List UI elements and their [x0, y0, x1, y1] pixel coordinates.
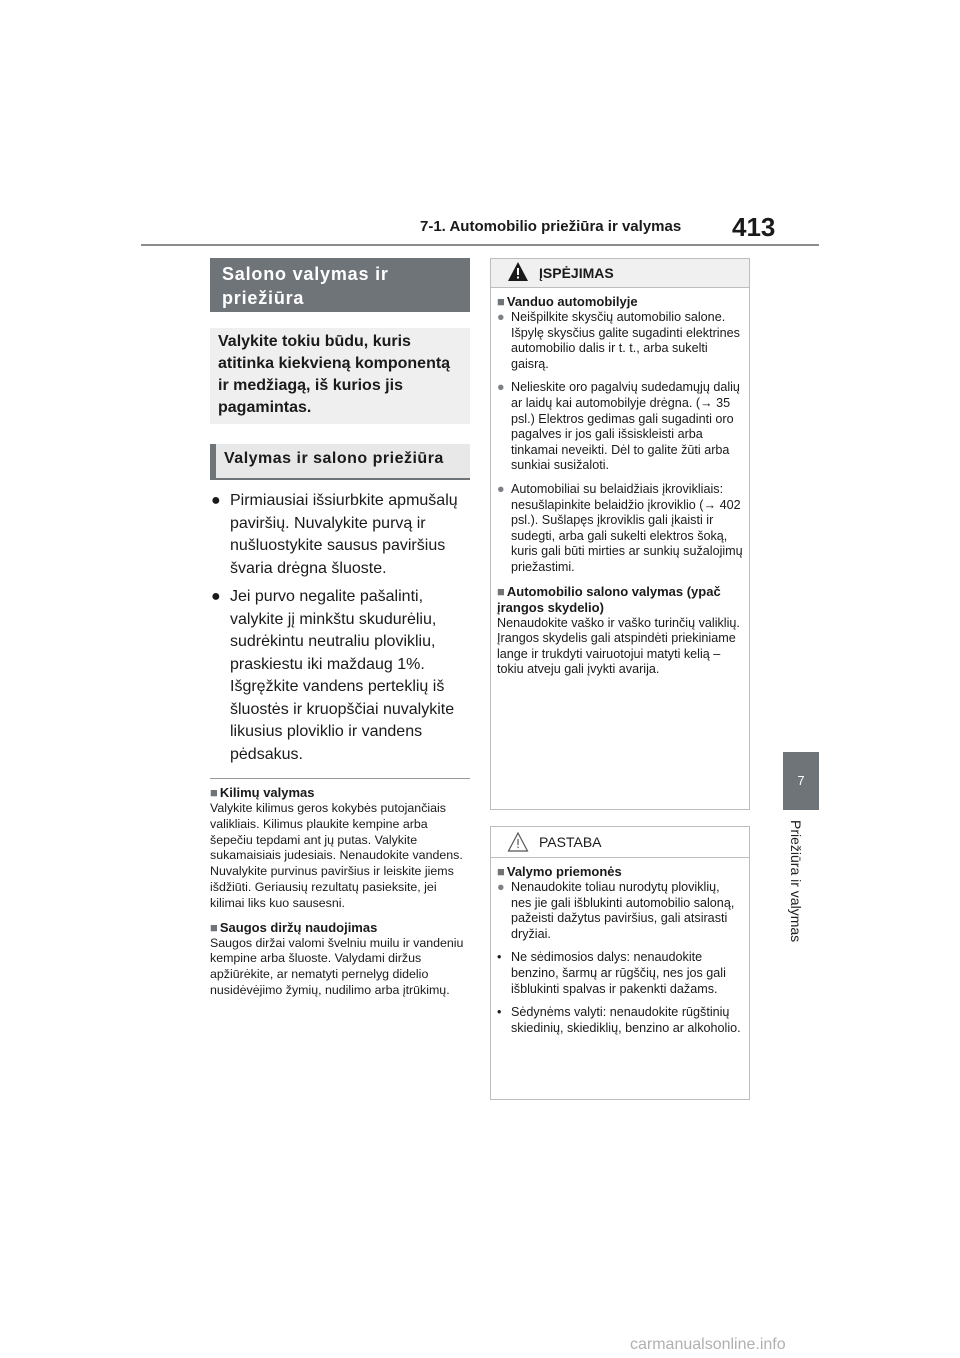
watermark: carmanualsonline.info: [630, 1336, 786, 1353]
subsection-title: Kilimų valymas: [219, 785, 315, 800]
small-bullet-icon: •: [497, 1005, 502, 1020]
section-title-main: Salono valymas ir priežiūra: [210, 258, 470, 312]
warning-title: ĮSPĖJIMAS: [539, 265, 614, 281]
subsection-body: Saugos diržai valomi švelniu muilu ir vandeniu kempine arba šluoste. Valydami diržus apžiūrėkite, ar nematyti pernelyg didelio nusidėvėjimo žymių, nudilimo arba įtrūkimų.: [210, 935, 464, 997]
header-rule: [141, 244, 819, 246]
square-icon: ■: [497, 294, 505, 309]
left-column: [210, 258, 470, 1007]
page-number: 413: [732, 212, 776, 242]
note-title: PASTABA: [539, 834, 602, 850]
divider: [210, 778, 470, 779]
subsection-seatbelts: [210, 920, 470, 999]
note-subtitle: ■ Valymo priemonės: [497, 864, 622, 879]
subsection-carpets: [210, 785, 470, 912]
warning-text: Nenaudokite vaško ir vaško turinčių valiklių. Įrangos skydelis gali atspindėti priekiniame lange ir trukdyti vairuotojui matyti kelią – tokiu atveju gali įvykti avarija.: [497, 615, 740, 677]
warning-item: ● Neišpilkite skysčių automobilio salone. Išpylę skysčius galite sugadinti elektrines automobilio dalis ir t. t., arba sukelti gaisrą.: [497, 310, 740, 371]
bullet-icon: ●: [497, 481, 505, 496]
square-icon: ■: [497, 864, 505, 879]
bullet-item: [210, 586, 470, 766]
square-icon: ■: [210, 919, 218, 935]
note-box: [490, 826, 750, 1100]
warning-box: [490, 258, 750, 810]
note-item: • Ne sėdimosios dalys: nenaudokite benzino, šarmų ar rūgščių, nes jos gali išblukinti spalvas ir pakenkti dažams.: [497, 950, 726, 996]
section-title-cleaning: Valymas ir salono priežiūra: [210, 444, 470, 480]
chapter-header: 7-1. Automobilio priežiūra ir valymas: [420, 218, 682, 235]
bullet-icon: ●: [497, 380, 505, 395]
note-item: • Sėdynėms valyti: nenaudokite rūgštinių skiedinių, skiediklių, benzino ar alkoholio.: [497, 1005, 741, 1035]
caution-icon: [507, 831, 529, 853]
bullet-text: Pirmiausiai išsiurbkite apmušalų paviršių. Nuvalykite purvą ir nušluostykite sausus paviršius švaria drėgna šluoste.: [230, 492, 458, 577]
warning-subtitle: ■ Automobilio salono valymas (ypač įrangos skydelio): [497, 583, 721, 615]
bullet-icon: ●: [497, 880, 505, 894]
chapter-tab-label: Priežiūra ir valymas: [788, 820, 804, 943]
warning-icon: [507, 261, 529, 283]
bullet-list: [210, 490, 470, 766]
subsection-body: Valykite kilimus geros kokybės putojančiais valikliais. Kilimus plaukite kempine arba šepečiu tepdami ant jų putas. Valykite sukamaisiais judesiais. Nenaudokite vandens. Nuvalykite purvinus paviršius ir leiskite jiems išdžiūti. Geriausių rezultatų pasieksite, jei kilimai liks kuo sausesni.: [210, 801, 463, 910]
bullet-icon: ●: [497, 310, 505, 324]
warning-item: ● Automobiliai su belaidžiais įkrovikliais: nesušlapinkite belaidžio įkroviklio (→ 402 psl.). Sušlapęs įkroviklis gali įkaisti ir sudegti, arba gali sukelti elektros šoką, kuris gali būti mirties ar sunkių sužalojimų priežastimi.: [497, 481, 743, 574]
note-item: ● Nenaudokite toliau nurodytų ploviklių, nes jie gali išblukinti automobilio saloną, pažeisti dažytus paviršius, gali atsirasti dryžiai.: [497, 880, 735, 941]
bullet-icon: ●: [211, 588, 221, 605]
small-bullet-icon: •: [497, 950, 502, 965]
square-icon: ■: [210, 785, 218, 800]
intro-box: Valykite tokiu būdu, kuris atitinka kiekvieną komponentą ir medžiagą, iš kurios jis pagamintas.: [210, 328, 470, 424]
bullet-text: Jei purvo negalite pašalinti, valykite jį minkštu skudurėliu, sudrėkintu neutraliu plovikliu, praskiestu iki maždaug 1%. Išgręžkite vandens perteklių iš šluostės ir kruopščiai nuvalykite likusius ploviklio ir vandens pėdsakus.: [230, 588, 455, 763]
subsection-title: Saugos diržų naudojimas: [219, 919, 378, 935]
warning-header: [491, 259, 749, 288]
warning-item: ● Nelieskite oro pagalvių sudedamųjų dalių ar laidų kai automobilyje drėgna. (→ 35 psl.) Elektros gedimas gali sugadinti oro pagalves ir jos gali išsiskleisti arba tinkamai neveikti. Dėl to galite žūti arba sunkiai susižaloti.: [497, 380, 740, 473]
square-icon: ■: [497, 583, 505, 599]
chapter-tab: 7: [783, 752, 819, 810]
note-header: [491, 827, 749, 858]
bullet-icon: ●: [211, 492, 221, 509]
warning-subtitle: ■ Vanduo automobilyje: [497, 294, 638, 309]
bullet-item: [210, 490, 470, 580]
